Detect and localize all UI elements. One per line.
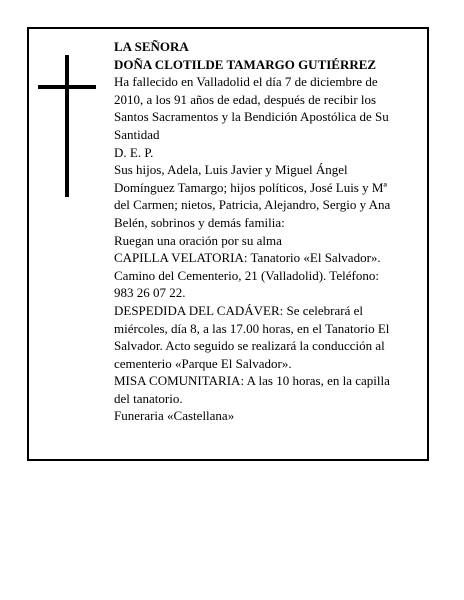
- notice-heading: LA SEÑORA: [114, 39, 189, 54]
- obituary-text: [114, 38, 396, 425]
- cross-vertical-bar: [65, 55, 69, 197]
- chapel-info: CAPILLA VELATORIA: Tanatorio «El Salvador». Camino del Cementerio, 21 (Valladolid). Teléfono: 983 26 07 22.: [114, 250, 381, 301]
- family-text: Sus hijos, Adela, Luis Javier y Miguel Ángel Domínguez Tamargo; hijos políticos, José Luis y Mª del Carmen; nietos, Patricia, Alejandro, Sergio y Ana Belén, sobrinos y demás familia:: [114, 162, 391, 230]
- deceased-name: DOÑA CLOTILDE TAMARGO GUTIÉRREZ: [114, 56, 377, 72]
- cross-horizontal-bar: [38, 85, 96, 89]
- death-info: Ha fallecido en Valladolid el día 7 de diciembre de 2010, a los 91 años de edad, después de recibir los Santos Sacramentos y la Bendición Apostólica de Su Santidad: [114, 74, 389, 142]
- mass-info: MISA COMUNITARIA: A las 10 horas, en la capilla del tanatorio.: [114, 373, 390, 406]
- funeral-home: Funeraria «Castellana»: [114, 408, 235, 424]
- farewell-info: DESPEDIDA DEL CADÁVER: Se celebrará el miércoles, día 8, a las 17.00 horas, en el Tanatorio El Salvador. Acto seguido se realizará la conducción al cementerio «Parque El Salvador».: [114, 302, 390, 371]
- prayer-request: Ruegan una oración por su alma: [114, 232, 282, 248]
- cross-icon: [38, 55, 96, 197]
- dep-text: D. E. P.: [114, 144, 154, 160]
